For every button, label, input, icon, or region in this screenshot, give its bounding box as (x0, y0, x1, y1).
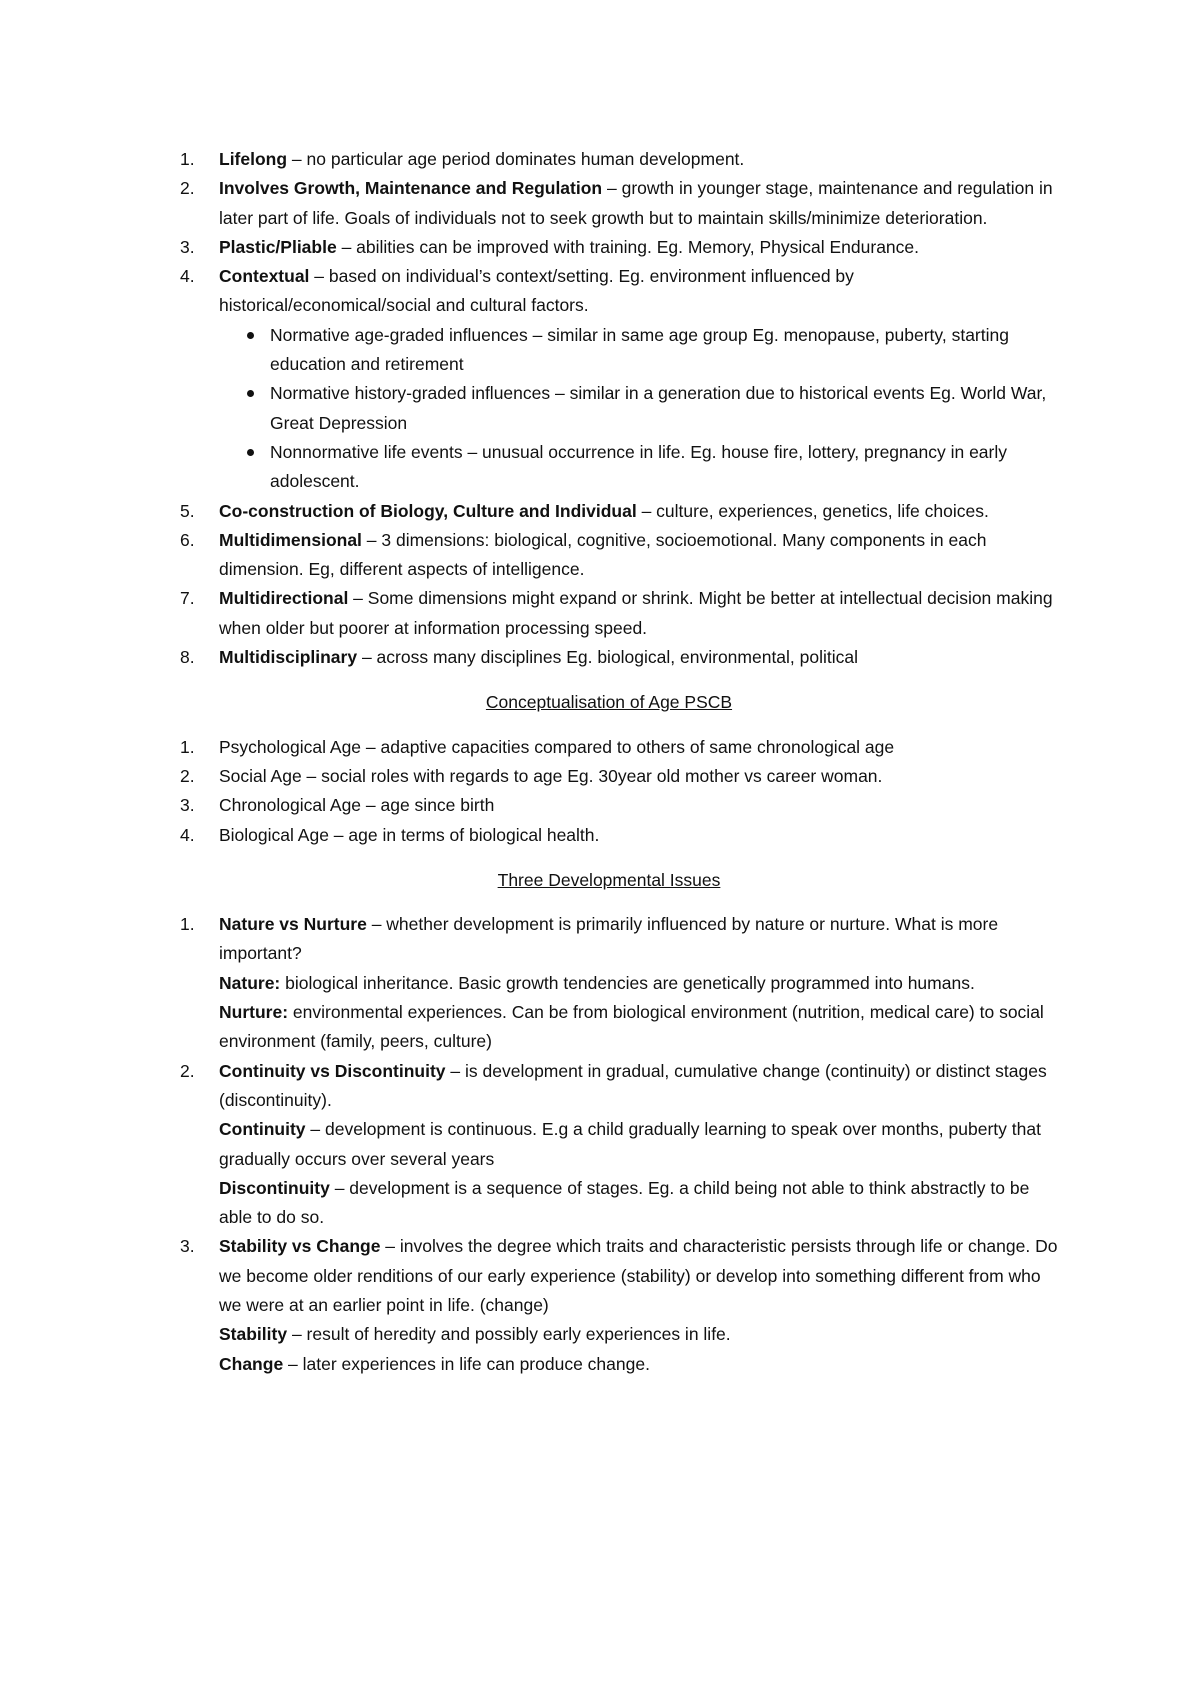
item-text: Social Age – social roles with regards to age Eg. 30year old mother vs career woman. (219, 765, 883, 786)
list-item (180, 821, 1060, 850)
bullet-text: Normative age-graded influences – similar in same age group Eg. menopause, puberty, starting education and retirement (270, 324, 1009, 375)
sub-paragraph (219, 1320, 1060, 1349)
list-number: 4. (180, 824, 195, 845)
list-number: 3. (180, 1236, 195, 1257)
item-term: Multidimensional (219, 529, 362, 550)
list-number: 1. (180, 914, 195, 935)
sub-term: Change (219, 1353, 284, 1374)
sub-paragraph (219, 1115, 1060, 1174)
bullet-dot-icon (247, 390, 254, 397)
list-number: 3. (180, 236, 195, 257)
sub-paragraph (219, 1350, 1060, 1379)
item-term: Co-construction of Biology, Culture and Individual (219, 500, 637, 521)
list-number: 2. (180, 765, 195, 786)
list-item (180, 174, 1060, 233)
item-text: – growth in younger stage, maintenance and regulation in later part of life. Goals of individuals not to seek growth but to maintain skills/minimize deterioration. (219, 178, 1053, 228)
section-heading-age: Conceptualisation of Age PSCB (485, 692, 733, 713)
bullet-item (180, 321, 1060, 380)
bullet-item (180, 379, 1060, 438)
list-item (180, 1057, 1060, 1233)
list-number: 4. (180, 266, 195, 287)
list-item (180, 262, 1060, 321)
bullet-text: Normative history-graded influences – similar in a generation due to historical events Eg. World War, Great Depression (270, 383, 1047, 433)
sub-text: biological inheritance. Basic growth tendencies are genetically programmed into humans. (280, 972, 975, 993)
sub-text: environmental experiences. Can be from biological environment (nutrition, medical care) to social environment (family, peers, culture) (219, 1002, 1044, 1052)
item-term: Nature vs Nurture (219, 914, 367, 935)
bullet-text: Nonnormative life events – unusual occurrence in life. Eg. house fire, lottery, pregnancy in early adolescent. (270, 441, 1008, 492)
item-term: Continuity vs Discontinuity (219, 1060, 446, 1081)
sub-term: Nurture: (219, 1002, 289, 1023)
sub-text: – result of heredity and possibly early experiences in life. (287, 1324, 731, 1345)
lifespan-characteristics-list-continued (180, 497, 1060, 673)
list-number: 5. (180, 500, 195, 521)
item-text: – whether development is primarily influenced by nature or nurture. What is more important? (219, 914, 999, 964)
list-item (180, 762, 1060, 791)
list-item (180, 910, 1060, 1056)
developmental-issues-list (180, 910, 1060, 1379)
item-text: Biological Age – age in terms of biological health. (219, 824, 600, 845)
item-term: Involves Growth, Maintenance and Regulation (219, 178, 603, 199)
item-text: – 3 dimensions: biological, cognitive, socioemotional. Many components in each dimension. Eg, different aspects of intelligence. (219, 529, 987, 580)
list-item (180, 526, 1060, 585)
sub-paragraph (219, 1174, 1060, 1233)
item-text: – abilities can be improved with training. Eg. Memory, Physical Endurance. (336, 236, 920, 257)
sub-term: Continuity (219, 1119, 306, 1140)
bullet-item (180, 438, 1060, 497)
sub-text: – development is continuous. E.g a child gradually learning to speak over months, puberty that gradually occurs over several years (219, 1119, 1041, 1169)
age-concepts-list (180, 733, 1060, 850)
section-heading-issues: Three Developmental Issues (497, 869, 721, 890)
context-influences-list (180, 321, 1060, 497)
list-item (180, 791, 1060, 820)
sub-term: Nature: (219, 972, 281, 993)
sub-paragraph (219, 998, 1060, 1057)
item-text: – Some dimensions might expand or shrink. Might be better at intellectual decision making when older but poorer at information processing speed. (219, 588, 1053, 638)
list-item (180, 1232, 1060, 1378)
item-text: Psychological Age – adaptive capacities compared to others of same chronological age (219, 736, 895, 757)
item-text: – across many disciplines Eg. biological, environmental, political (357, 647, 859, 668)
sub-text: – later experiences in life can produce change. (283, 1353, 650, 1374)
bullet-dot-icon (247, 332, 254, 339)
list-number: 1. (180, 149, 195, 169)
bullet-dot-icon (247, 449, 254, 456)
item-text: – involves the degree which traits and characteristic persists through life or change. Do we become older renditions of our early experience (stability) or develop into something different from who we were at an earlier point in life. (change) (219, 1236, 1058, 1315)
item-term: Multidirectional (219, 588, 349, 609)
document-body (180, 145, 1060, 1379)
list-number: 6. (180, 529, 195, 550)
list-item (180, 233, 1060, 262)
list-item (180, 733, 1060, 762)
list-number: 7. (180, 588, 195, 609)
item-term: Stability vs Change (219, 1236, 381, 1257)
list-item (180, 145, 1060, 174)
sub-term: Discontinuity (219, 1177, 330, 1198)
list-item (180, 497, 1060, 526)
item-text: – no particular age period dominates human development. (287, 149, 745, 169)
sub-term: Stability (219, 1324, 288, 1345)
lifespan-characteristics-list (180, 145, 1060, 321)
item-term: Plastic/Pliable (219, 236, 337, 257)
list-item (180, 643, 1060, 672)
item-text: – based on individual’s context/setting. Eg. environment influenced by historical/economical/social and cultural factors. (219, 266, 854, 316)
list-number: 8. (180, 647, 195, 668)
list-item (180, 584, 1060, 643)
item-term: Contextual (219, 266, 310, 287)
item-term: Lifelong (219, 149, 288, 169)
item-text: – culture, experiences, genetics, life choices. (636, 500, 989, 521)
sub-text: – development is a sequence of stages. Eg. a child being not able to think abstractly to be able to do so. (219, 1177, 1030, 1228)
list-number: 3. (180, 795, 195, 816)
sub-paragraph (219, 969, 1060, 998)
list-number: 2. (180, 1060, 195, 1081)
item-text: Chronological Age – age since birth (219, 795, 495, 816)
item-term: Multidisciplinary (219, 647, 358, 668)
item-text: – is development in gradual, cumulative change (continuity) or distinct stages (discontinuity). (219, 1060, 1047, 1110)
list-number: 1. (180, 736, 195, 757)
list-number: 2. (180, 178, 195, 199)
